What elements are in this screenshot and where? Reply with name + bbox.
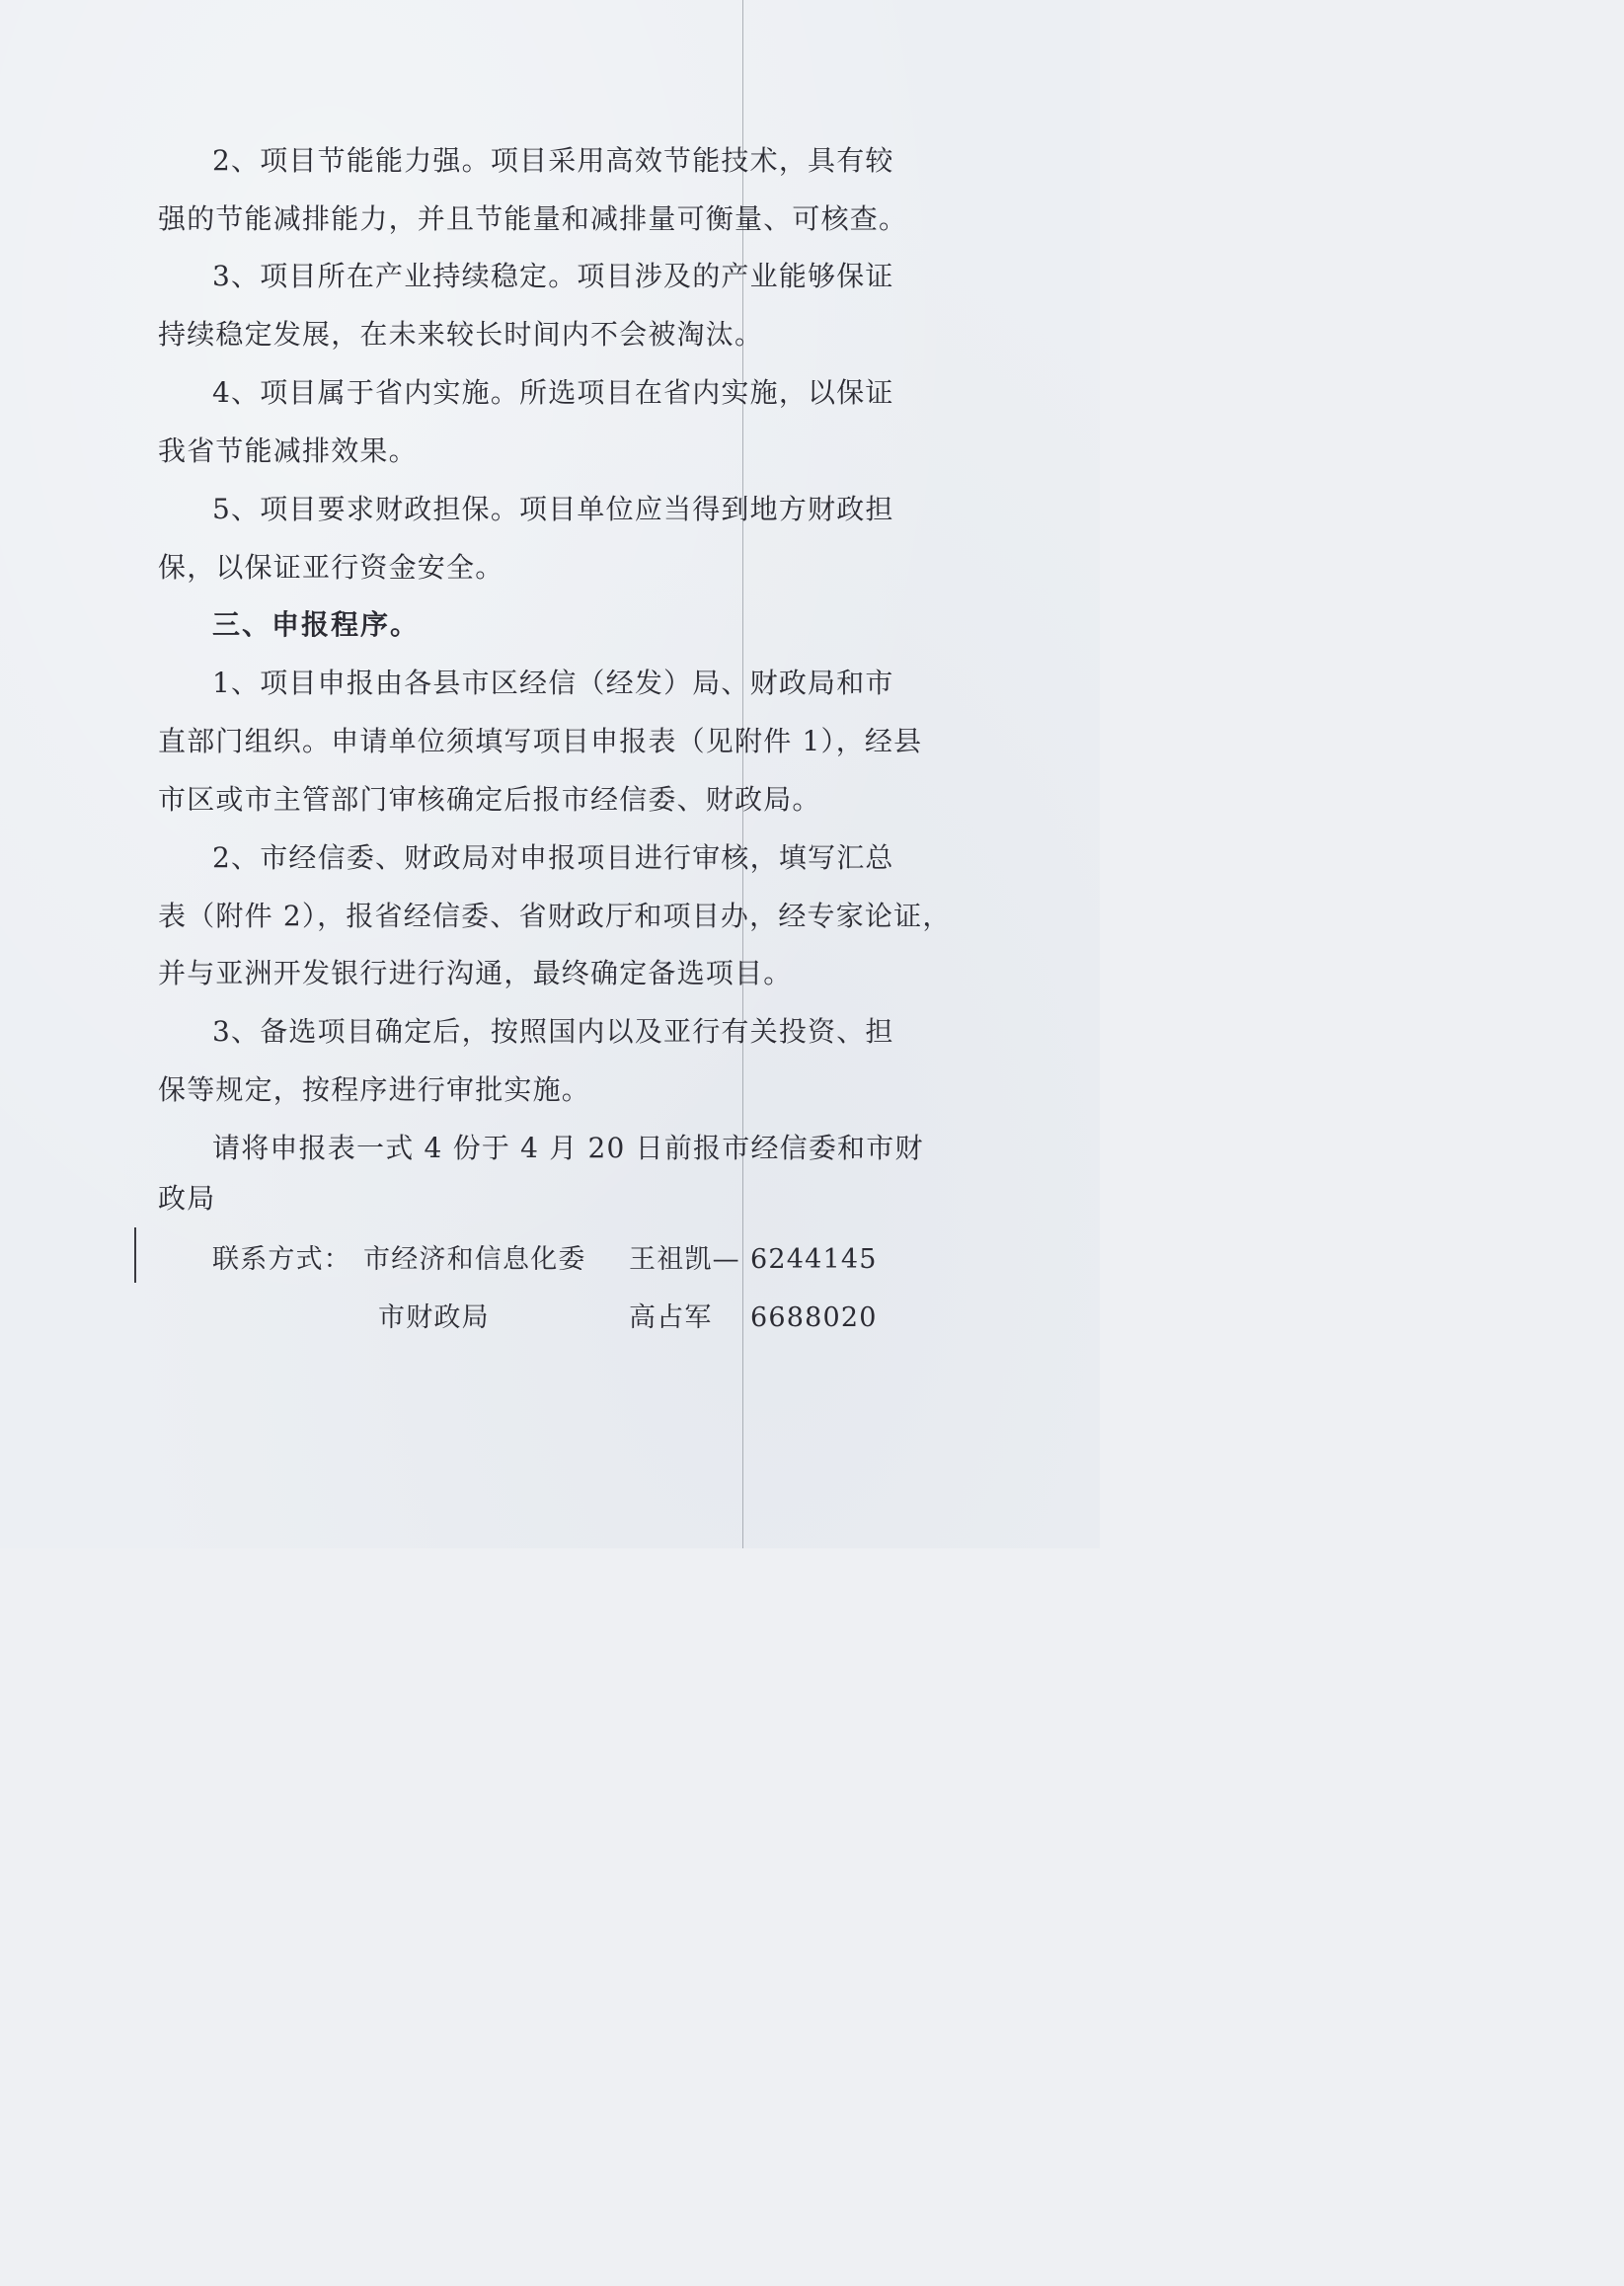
paragraph-line: 3、备选项目确定后，按照国内以及亚行有关投资、担 (212, 1015, 894, 1048)
contact-name: 高占军 (629, 1302, 713, 1333)
contact-label: 联系方式： (212, 1244, 351, 1275)
paragraph-line: 政局 (158, 1182, 216, 1215)
margin-mark (134, 1227, 136, 1283)
paragraph-line: 持续稳定发展，在未来较长时间内不会被淘汰。 (158, 318, 764, 351)
contact-phone: 6688020 (750, 1302, 878, 1333)
paragraph-line: 保等规定，按程序进行审批实施。 (158, 1073, 591, 1106)
contact-org: 市财政局 (378, 1302, 490, 1333)
paragraph-line: 1、项目申报由各县市区经信（经发）局、财政局和市 (212, 667, 894, 699)
paragraph-line: 并与亚洲开发银行进行沟通，最终确定备选项目。 (158, 957, 793, 989)
paragraph-line: 4、项目属于省内实施。所选项目在省内实施，以保证 (212, 376, 894, 409)
paragraph-line: 强的节能减排能力，并且节能量和减排量可衡量、可核查。 (158, 202, 908, 235)
paragraph-line: 市区或市主管部门审核确定后报市经信委、财政局。 (158, 783, 821, 816)
paragraph-line: 我省节能减排效果。 (158, 434, 418, 467)
paragraph-line: 表（附件 2），报省经信委、省财政厅和项目办，经专家论证， (158, 900, 952, 932)
paragraph-line: 保，以保证亚行资金安全。 (158, 551, 504, 584)
contact-phone: 6244145 (750, 1244, 878, 1275)
document-page (0, 0, 1100, 1548)
paragraph-line: 5、项目要求财政担保。项目单位应当得到地方财政担 (212, 493, 894, 525)
paragraph-line: 3、项目所在产业持续稳定。项目涉及的产业能够保证 (212, 260, 894, 292)
contact-name: 王祖凯— (629, 1244, 740, 1275)
paragraph-line: 请将申报表一式 4 份于 4 月 20 日前报市经信委和市财 (212, 1132, 924, 1164)
section-heading: 三、申报程序。 (212, 608, 421, 641)
paragraph-line: 2、项目节能能力强。项目采用高效节能技术，具有较 (212, 144, 894, 177)
paragraph-line: 2、市经信委、财政局对申报项目进行审核，填写汇总 (212, 841, 894, 874)
paragraph-line: 直部门组织。申请单位须填写项目申报表（见附件 1），经县 (158, 725, 923, 757)
contact-org: 市经济和信息化委 (363, 1244, 586, 1275)
